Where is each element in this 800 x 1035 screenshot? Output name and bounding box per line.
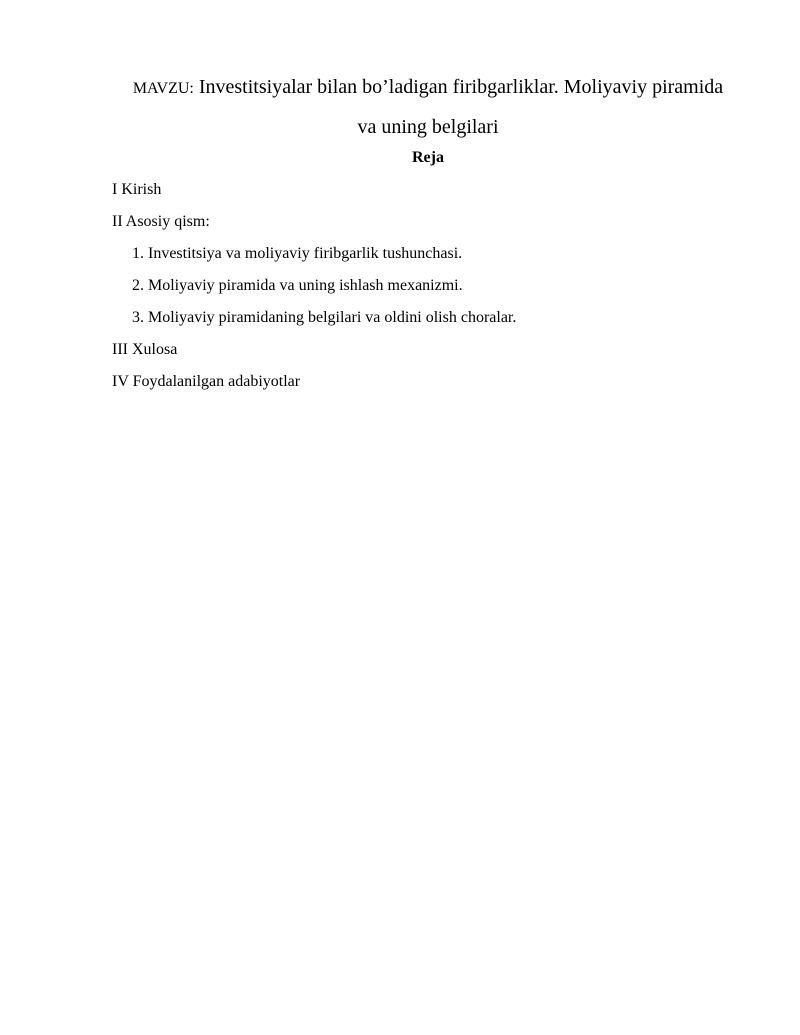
outline-item: IV Foydalanilgan adabiyotlar [112, 373, 301, 390]
title-line-2: va uning belgilari [357, 116, 499, 138]
plan-outline [112, 174, 752, 398]
document-title [108, 68, 748, 146]
outline-item: II Asosiy qism: [112, 213, 210, 230]
outline-item: I Kirish [112, 181, 162, 198]
outline-subitem: 1. Investitsiya va moliyaviy firibgarlik tushunchasi. [132, 245, 463, 262]
outline-item: III Xulosa [112, 341, 178, 358]
title-text-1: Investitsiyalar bilan bo’ladigan firibgarliklar. Moliyaviy piramida [198, 76, 724, 98]
outline-subitem: 2. Moliyaviy piramida va uning ishlash mexanizmi. [132, 277, 463, 294]
title-prefix: MAVZU: [132, 80, 194, 97]
outline-subitem: 3. Moliyaviy piramidaning belgilari va oldini olish choralar. [132, 309, 517, 326]
title-line-1 [108, 68, 748, 108]
plan-heading: Reja [412, 149, 444, 166]
